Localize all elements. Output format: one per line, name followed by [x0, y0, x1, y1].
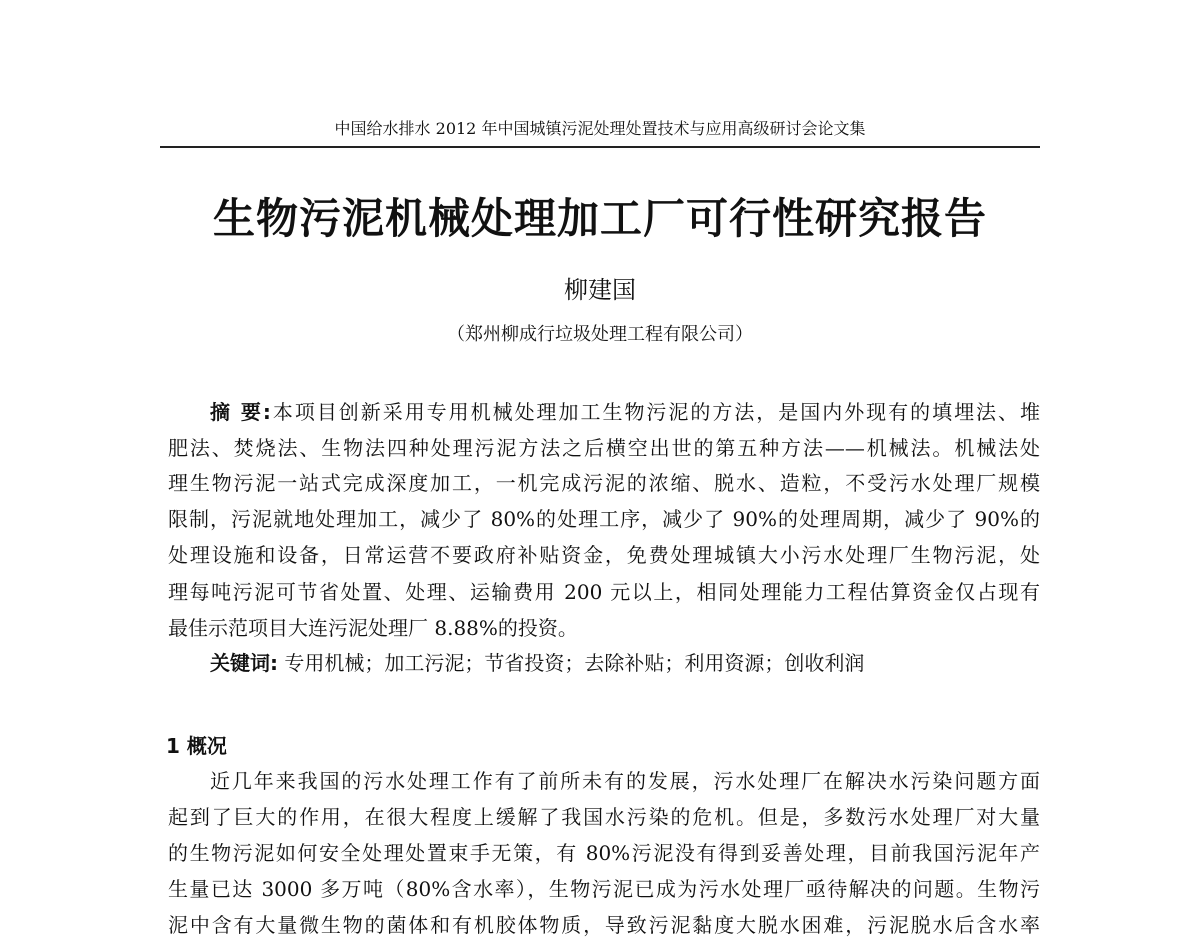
author: 柳建国: [564, 276, 636, 304]
abstract-line: 限制，污泥就地处理加工，减少了 80%的处理工序，减少了 90%的处理周期，减少了 90%的: [168, 507, 1040, 531]
keywords-text: 专用机械；加工污泥；节省投资；去除补贴；利用资源；创收利润: [284, 651, 865, 675]
abstract-line: 理每吨污泥可节省处置、处理、运输费用 200 元以上，相同处理能力工程估算资金仅占现有: [168, 580, 1040, 604]
body-line: 起到了巨大的作用，在很大程度上缓解了我国水污染的危机。但是，多数污水处理厂对大量: [168, 805, 1040, 829]
body-line: 泥中含有大量微生物的菌体和有机胶体物质，导致污泥黏度大脱水困难，污泥脱水后含水率: [168, 913, 1040, 937]
keywords-label: 关键词:: [210, 651, 278, 675]
abstract-line: 肥法、焚烧法、生物法四种处理污泥方法之后横空出世的第五种方法——机械法。机械法处: [168, 436, 1040, 460]
body-line: 的生物污泥如何安全处理处置束手无策，有 80%污泥没有得到妥善处理，目前我国污泥年产: [168, 841, 1040, 865]
abstract-line: [168, 396, 1040, 425]
abstract-line: 处理设施和设备，日常运营不要政府补贴资金，免费处理城镇大小污水处理厂生物污泥，处: [168, 543, 1040, 567]
keywords: [168, 647, 1040, 676]
affiliation: （郑州柳成行垃圾处理工程有限公司）: [447, 324, 753, 345]
header-rule: [160, 146, 1040, 148]
abstract-label: 摘 要:: [210, 400, 271, 424]
body-line: 生量已达 3000 多万吨（80%含水率），生物污泥已成为污水处理厂亟待解决的问题。生物污: [168, 877, 1040, 901]
paper-title: 生物污泥机械处理加工厂可行性研究报告: [212, 194, 987, 243]
running-head: 中国给水排水 2012 年中国城镇污泥处理处置技术与应用高级研讨会论文集: [334, 119, 866, 138]
abstract-text: 本项目创新采用专用机械处理加工生物污泥的方法，是国内外现有的填埋法、堆: [270, 400, 1040, 424]
abstract-line: 最佳示范项目大连污泥处理厂 8.88%的投资。: [168, 616, 578, 640]
body-line: 近几年来我国的污水处理工作有了前所未有的发展，污水处理厂在解决水污染问题方面: [210, 769, 1040, 793]
abstract-line: 理生物污泥一站式完成深度加工，一机完成污泥的浓缩、脱水、造粒，不受污水处理厂规模: [168, 471, 1040, 495]
section-heading: 1 概况: [166, 734, 227, 758]
